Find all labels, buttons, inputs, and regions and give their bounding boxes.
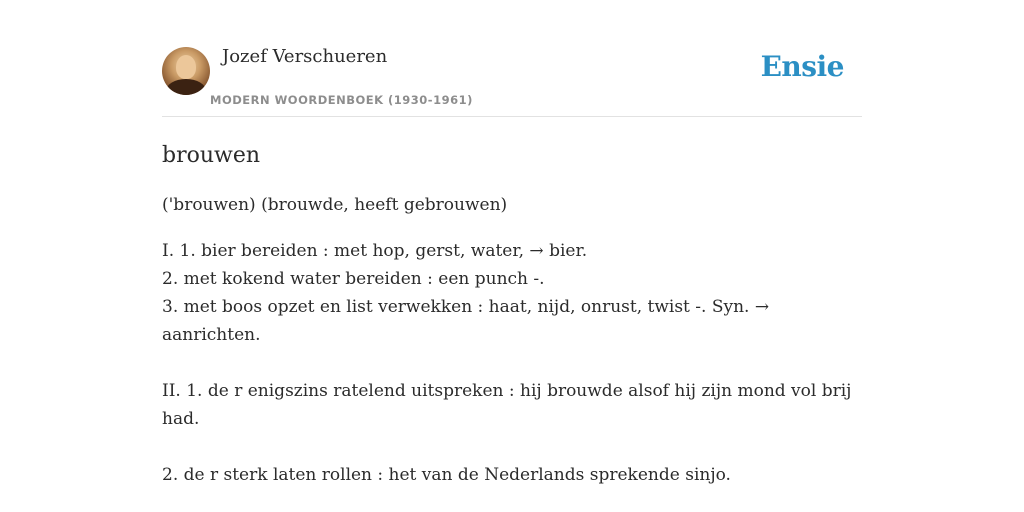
avatar-coat [166, 79, 206, 95]
paragraph-gap [162, 433, 862, 461]
avatar-face [176, 55, 196, 79]
ensie-logo[interactable]: Ensie [760, 50, 844, 83]
sense-1-1: I. 1. bier bereiden : met hop, gerst, water, → bier. [162, 241, 588, 261]
author-avatar[interactable] [162, 47, 210, 95]
paragraph-gap [162, 349, 862, 377]
sense-1-2: 2. met kokend water bereiden : een punch -. [162, 269, 545, 289]
sense-2-1: II. 1. de r enigszins ratelend uitspreken : hij brouwde alsof hij zijn mond vol brij had. [162, 381, 852, 429]
sense-1-3: 3. met boos opzet en list verwekken : haat, nijd, onrust, twist -. Syn. → aanrichten. [162, 297, 770, 345]
pronunciation: ('brouwen) (brouwde, heeft gebrouwen) [162, 195, 508, 215]
source-label[interactable]: MODERN WOORDENBOEK (1930-1961) [210, 93, 473, 107]
entry-header [162, 44, 862, 117]
definition [162, 237, 862, 489]
headword: brouwen [162, 143, 261, 168]
sense-2-2: 2. de r sterk laten rollen : het van de Nederlands sprekende sinjo. [162, 465, 731, 485]
entry-card [162, 44, 862, 489]
author-name[interactable]: Jozef Verschueren [222, 46, 388, 67]
